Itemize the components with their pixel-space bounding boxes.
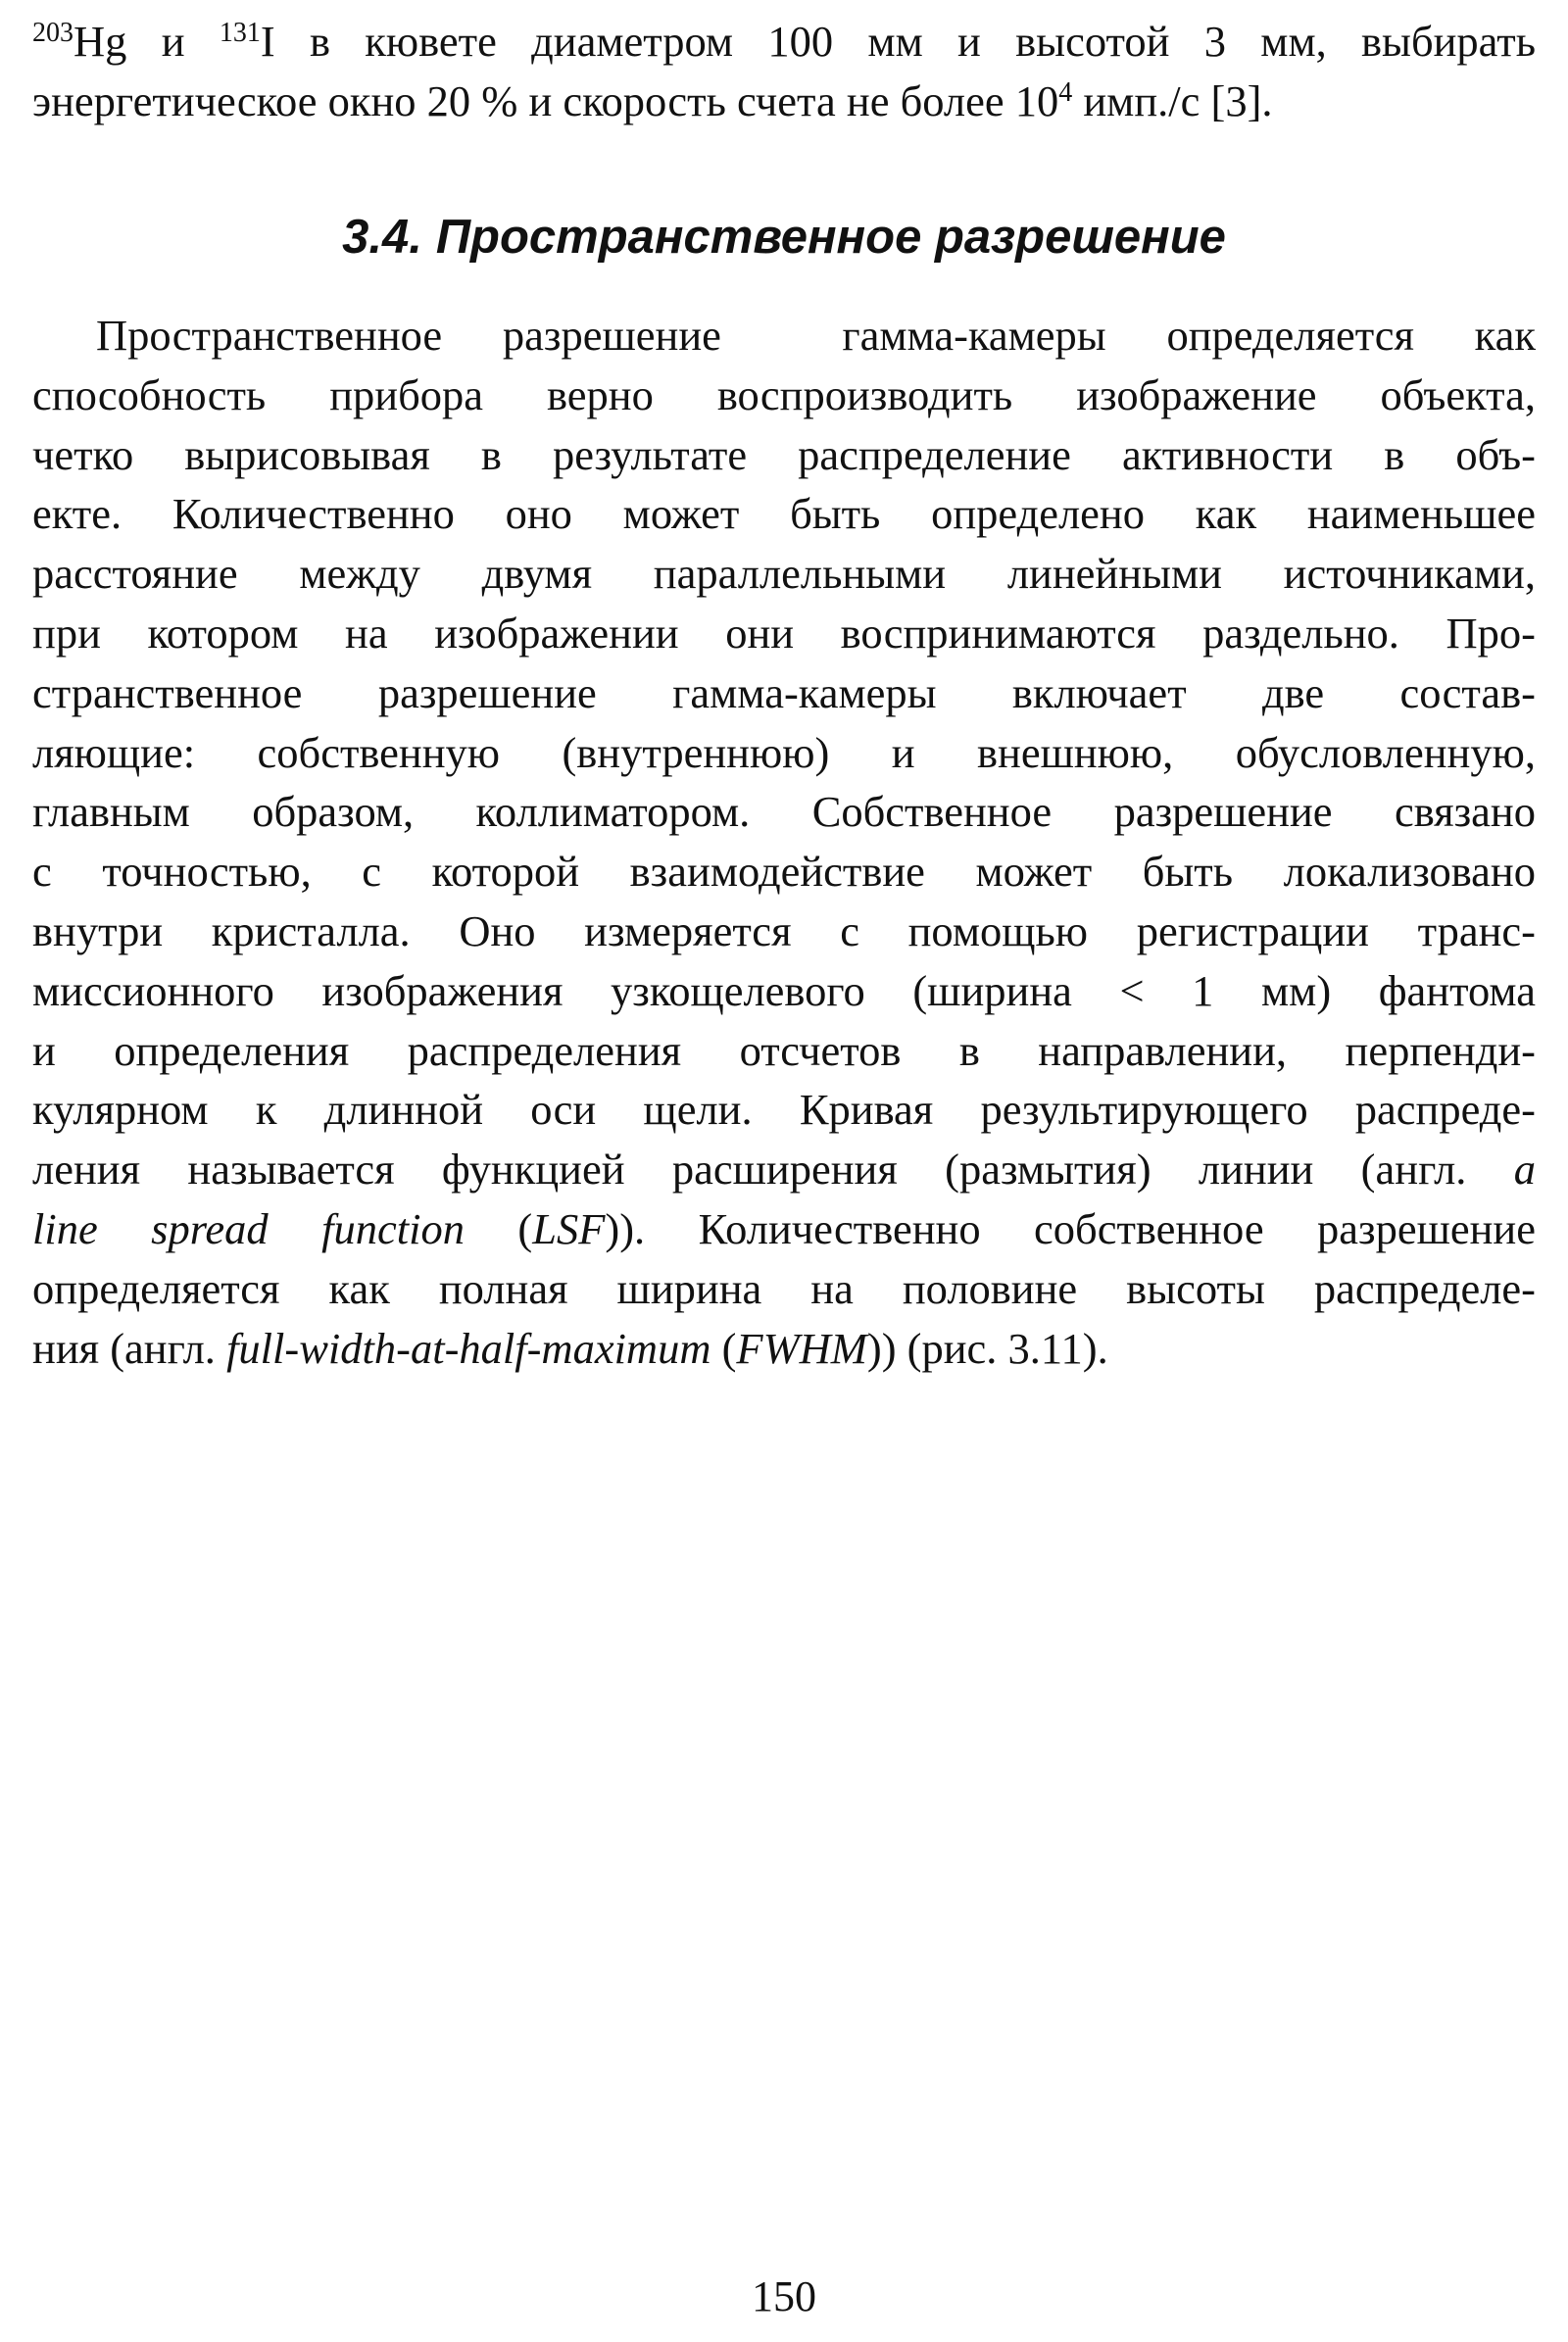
hg-symbol: Hg bbox=[74, 17, 127, 66]
section-heading bbox=[0, 206, 1568, 268]
section-title: Пространственное разрешение bbox=[435, 211, 1226, 264]
text-line: и определения распределения отсчетов в направлении, перпенди- bbox=[32, 1025, 1536, 1075]
text-line bbox=[32, 1319, 1536, 1379]
line18-paren: ( bbox=[710, 1323, 737, 1373]
page-number: 150 bbox=[752, 2272, 816, 2320]
text-line: расстояние между двумя параллельными линейными источниками, bbox=[32, 549, 1536, 599]
text-line: внутри кристалла. Оно измеряется с помощью регистрации транс- bbox=[32, 905, 1536, 955]
text-line bbox=[32, 72, 1536, 131]
text-line: екте. Количественно оно может быть определено как наименьшее bbox=[32, 489, 1536, 539]
line1-rest: в кювете диаметром 100 мм и высотой 3 мм, выбирать bbox=[274, 17, 1536, 66]
text-line: способность прибора верно воспроизводить изображение объекта, bbox=[32, 369, 1536, 419]
line18-text: ния (англ. bbox=[32, 1323, 227, 1373]
paragraph bbox=[32, 306, 1536, 1378]
text-line bbox=[32, 1140, 1536, 1199]
line15-italic: a bbox=[1513, 1145, 1536, 1195]
line16-text: )). Количественно собственное разрешение bbox=[605, 1203, 1536, 1253]
hg-mass-number: 203 bbox=[32, 18, 74, 48]
text-line: главным образом, коллиматором. Собственное разрешение связано bbox=[32, 787, 1536, 837]
i-mass-number: 131 bbox=[219, 18, 261, 48]
section-number: 3.4. bbox=[342, 211, 422, 264]
text-line: с точностью, с которой взаимодействие может быть локализовано bbox=[32, 847, 1536, 897]
text-line: странственное разрешение гамма-камеры включает две состав- bbox=[32, 667, 1536, 717]
text-line bbox=[32, 1199, 1536, 1259]
text-line: миссионного изображения узкощелевого (ширина < 1 мм) фантома bbox=[32, 965, 1536, 1015]
fwhm-abbrev: FWHM bbox=[736, 1323, 867, 1373]
lsf-abbrev: LSF bbox=[532, 1203, 606, 1253]
text-line: Пространственное разрешение гамма-камеры определяется как bbox=[96, 311, 1536, 360]
line2-before: энергетическое окно 20 % и скорость счета не более 10 bbox=[32, 75, 1059, 125]
line18-end: )) (рис. 3.11). bbox=[866, 1323, 1108, 1373]
conjunction: и bbox=[126, 17, 220, 66]
text-line: при котором на изображении они воспринимаются раздельно. Про- bbox=[32, 608, 1536, 658]
text-line bbox=[32, 12, 1536, 72]
power-exponent: 4 bbox=[1058, 76, 1073, 108]
fwhm-term: full-width-at-half-maximum bbox=[226, 1323, 711, 1373]
line16-paren: ( bbox=[464, 1203, 533, 1253]
text-line: определяется как полная ширина на половине высоты распределе- bbox=[32, 1263, 1536, 1313]
lsf-term: line spread function bbox=[32, 1203, 465, 1253]
text-line: кулярном к длинной оси щели. Кривая результирующего распреде- bbox=[32, 1085, 1536, 1135]
continuation-text bbox=[32, 12, 1536, 131]
line2-after: имп./с [3]. bbox=[1072, 75, 1273, 125]
line15-text: ления называется функцией расширения (размытия) линии (англ. bbox=[32, 1145, 1514, 1195]
text-line: ляющие: собственную (внутреннюю) и внешнюю, обусловленную, bbox=[32, 727, 1536, 777]
i-symbol: I bbox=[260, 17, 275, 66]
text-line: четко вырисовывая в результате распределение активности в объ- bbox=[32, 429, 1536, 479]
